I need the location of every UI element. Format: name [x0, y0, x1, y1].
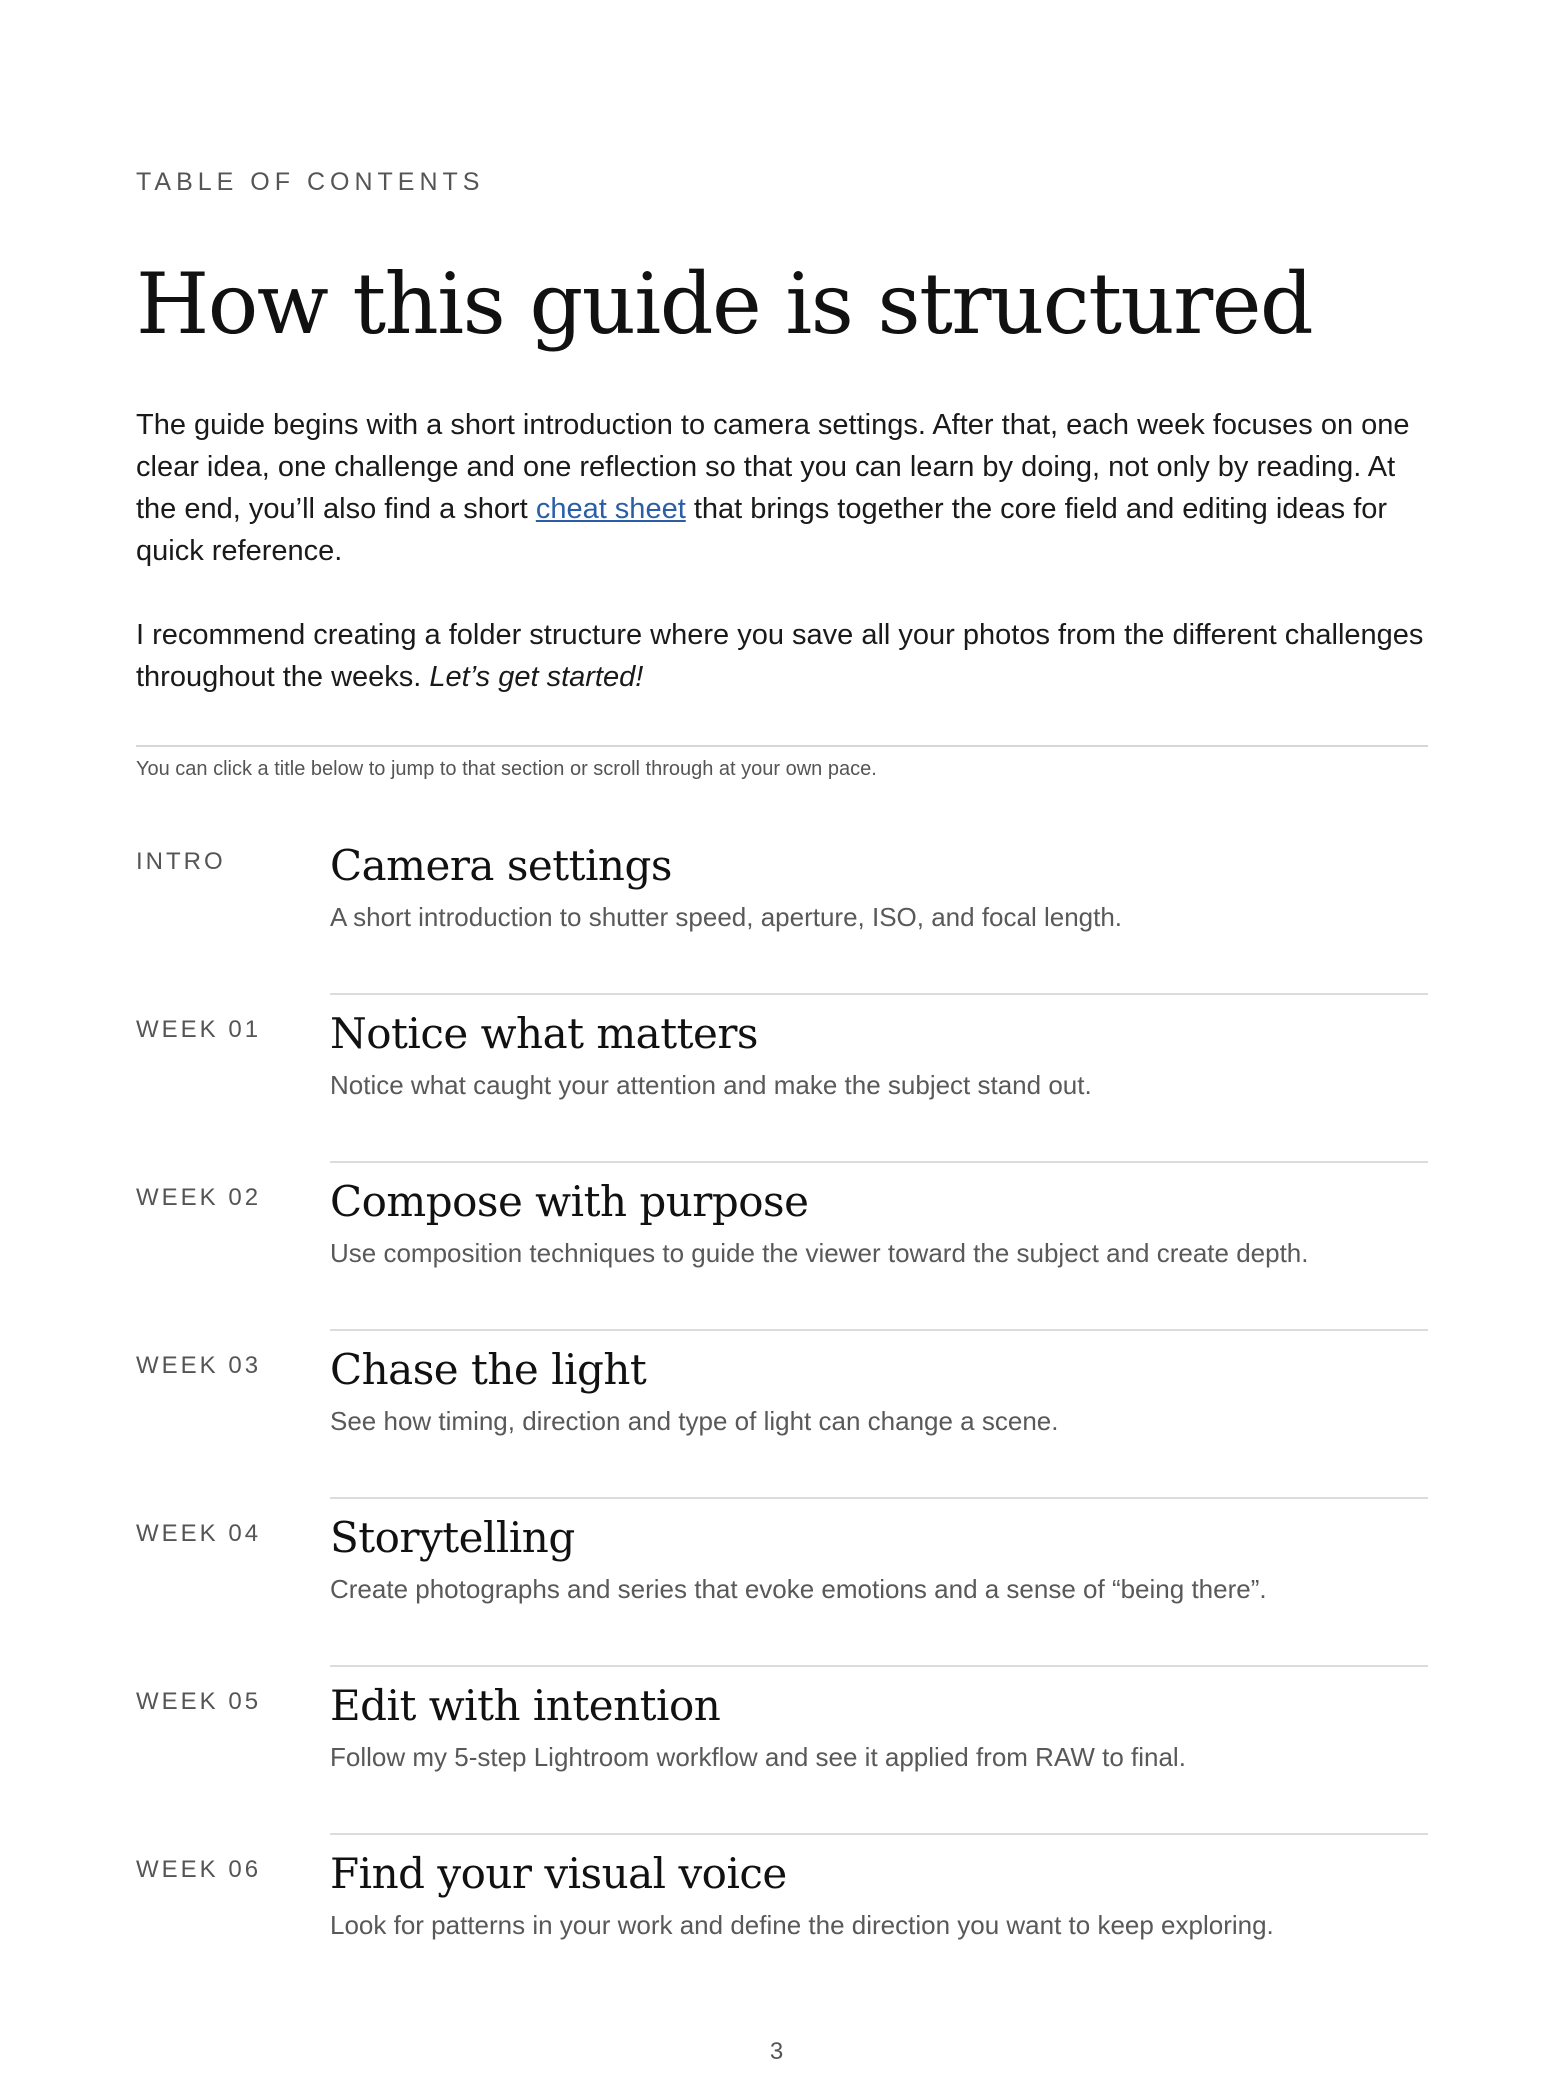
toc-entry-body — [330, 1510, 1428, 1606]
toc-entry-label: WEEK 05 — [136, 1688, 262, 1715]
toc-divider — [330, 1497, 1428, 1499]
navigation-hint: You can click a title below to jump to that section or scroll through at your own pace. — [136, 758, 877, 780]
toc-entry-description: Follow my 5-step Lightroom workflow and see it applied from RAW to final. — [330, 1742, 1186, 1772]
toc-list — [136, 838, 1428, 2014]
toc-entry-label: WEEK 03 — [136, 1352, 262, 1379]
toc-entry-description: See how timing, direction and type of light can change a scene. — [330, 1406, 1059, 1436]
toc-entry-label: WEEK 02 — [136, 1184, 262, 1211]
toc-entry-body — [330, 1174, 1428, 1270]
toc-divider — [330, 1665, 1428, 1667]
toc-entry-title[interactable]: Find your visual voice — [330, 1849, 787, 1898]
toc-entry-body — [330, 1678, 1428, 1774]
toc-entry-description: Create photographs and series that evoke emotions and a sense of “being there”. — [330, 1574, 1267, 1604]
toc-entry-title[interactable]: Compose with purpose — [330, 1177, 809, 1226]
toc-entry-title[interactable]: Edit with intention — [330, 1681, 721, 1730]
page-title: How this guide is structured — [136, 255, 1313, 353]
toc-entry-body — [330, 1006, 1428, 1102]
intro-text — [136, 404, 1428, 740]
divider — [136, 745, 1428, 747]
toc-entry-label: INTRO — [136, 848, 226, 875]
toc-entry-body — [330, 838, 1428, 934]
cheat-sheet-link[interactable]: cheat sheet — [535, 493, 686, 525]
toc-entry-week-05 — [136, 1678, 1428, 1846]
toc-entry-title[interactable]: Storytelling — [330, 1513, 575, 1562]
toc-entry-label: WEEK 04 — [136, 1520, 262, 1547]
toc-entry-week-06 — [136, 1846, 1428, 2014]
intro-text-before-link: The guide begins with a short introduction to camera settings. After that, each week focuses on one clear idea, one challenge and one reflection so that you can learn by doing, not only by reading. At the end, you’ll also find a short — [136, 409, 1410, 525]
toc-entry-title[interactable]: Camera settings — [330, 841, 672, 890]
toc-entry-week-01 — [136, 1006, 1428, 1174]
toc-entry-week-02 — [136, 1174, 1428, 1342]
toc-entry-title[interactable]: Chase the light — [330, 1345, 647, 1394]
toc-entry-description: A short introduction to shutter speed, aperture, ISO, and focal length. — [330, 902, 1123, 932]
toc-entry-body — [330, 1342, 1428, 1438]
toc-divider — [330, 1161, 1428, 1163]
toc-divider — [330, 1329, 1428, 1331]
intro-emphasis: Let’s get started! — [429, 661, 644, 693]
toc-entry-week-03 — [136, 1342, 1428, 1510]
eyebrow-label: TABLE OF CONTENTS — [136, 168, 485, 196]
toc-entry-title[interactable]: Notice what matters — [330, 1009, 758, 1058]
toc-entry-label: WEEK 01 — [136, 1016, 262, 1043]
toc-divider — [330, 993, 1428, 995]
toc-entry-description: Notice what caught your attention and make the subject stand out. — [330, 1070, 1092, 1100]
toc-entry-description: Look for patterns in your work and define the direction you want to keep exploring. — [330, 1910, 1274, 1940]
toc-entry-label: WEEK 06 — [136, 1856, 262, 1883]
intro-paragraph-2-text: I recommend creating a folder structure where you save all your photos from the different challenges throughout the weeks. — [136, 619, 1424, 693]
toc-entry-intro — [136, 838, 1428, 1006]
toc-entry-description: Use composition techniques to guide the viewer toward the subject and create depth. — [330, 1238, 1309, 1268]
toc-entry-body — [330, 1846, 1428, 1942]
toc-entry-week-04 — [136, 1510, 1428, 1678]
intro-text-after-link: that brings together the core field and editing ideas for quick reference. — [136, 493, 1388, 567]
page-number: 3 — [769, 2038, 784, 2065]
intro-paragraph-2 — [136, 614, 1428, 698]
intro-paragraph-1 — [136, 404, 1428, 572]
toc-divider — [330, 1833, 1428, 1835]
